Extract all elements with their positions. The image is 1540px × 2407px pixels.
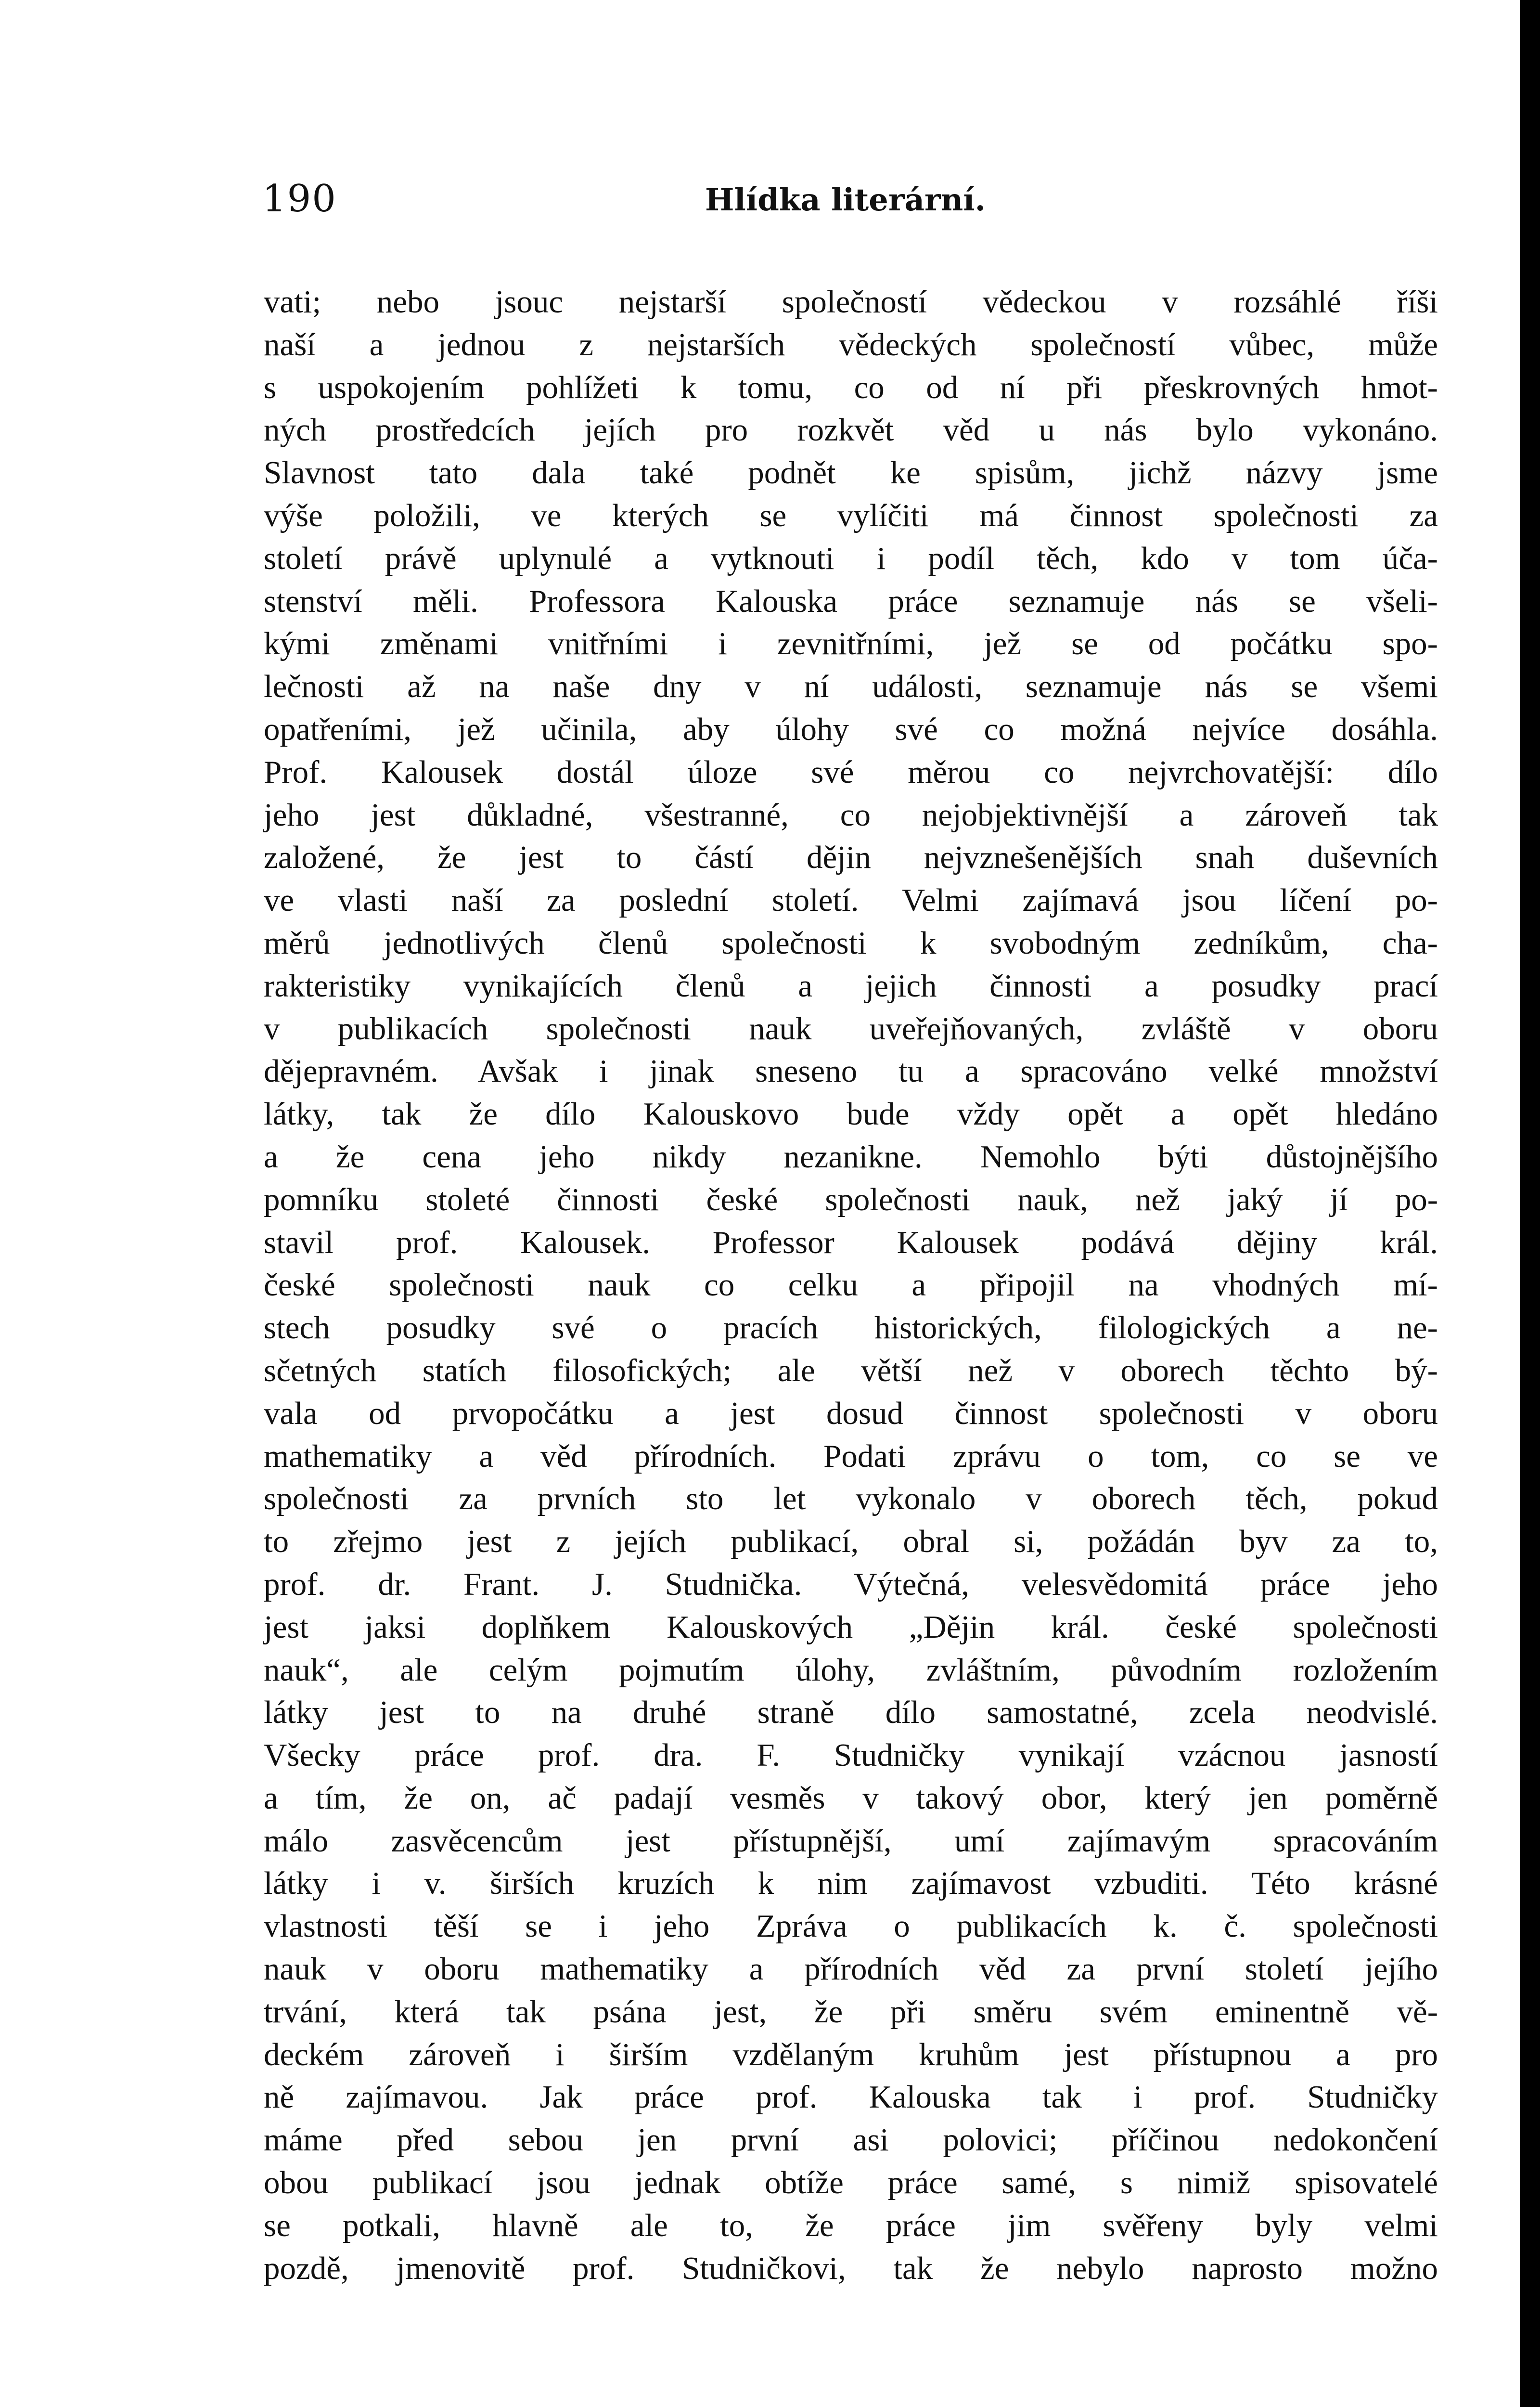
text-line: sčetných statích filosofických; ale větší než v oborech těchto bý-: [264, 1352, 1438, 1388]
page-number: 190: [262, 177, 337, 220]
text-line: naší a jednou z nejstarších vědeckých společností vůbec, může: [264, 326, 1438, 362]
text-line: látky, tak že dílo Kalouskovo bude vždy opět a opět hledáno: [264, 1096, 1438, 1132]
text-line: ve vlasti naší za poslední století. Velmi zajímavá jsou líčení po-: [264, 882, 1438, 919]
text-line: ně zajímavou. Jak práce prof. Kalouska tak i prof. Studničky: [264, 2079, 1438, 2115]
text-line: to zřejmo jest z jejích publikací, obral si, požádán byv za to,: [264, 1524, 1438, 1560]
text-line: ných prostředcích jejích pro rozkvět věd u nás bylo vykonáno.: [264, 412, 1438, 448]
text-line: stech posudky své o pracích historických, filologických a ne-: [264, 1310, 1438, 1346]
text-line: trvání, která tak psána jest, že při směru svém eminentně vě-: [264, 1993, 1438, 2030]
running-title: Hlídka literární.: [705, 182, 986, 218]
text-line: a že cena jeho nikdy nezanikne. Nemohlo býti důstojnějšího: [264, 1139, 1438, 1175]
text-line: jeho jest důkladné, všestranné, co nejobjektivnější a zároveň tak: [264, 797, 1438, 833]
text-line: české společnosti nauk co celku a připojil na vhodných mí-: [264, 1267, 1438, 1303]
text-line: dějepravném. Avšak i jinak sneseno tu a spracováno velké množství: [264, 1053, 1438, 1089]
text-line: pomníku stoleté činnosti české společnosti nauk, než jaký jí po-: [264, 1181, 1438, 1217]
text-line: společnosti za prvních sto let vykonalo v oborech těch, pokud: [264, 1481, 1438, 1517]
text-line: založené, že jest to částí dějin nejvznešenějších snah duševních: [264, 840, 1438, 876]
text-line: vala od prvopočátku a jest dosud činnost společnosti v oboru: [264, 1395, 1438, 1431]
text-line: máme před sebou jen první asi polovici; příčinou nedokončení: [264, 2122, 1438, 2158]
text-line: obou publikací jsou jednak obtíže práce samé, s nimiž spisovatelé: [264, 2165, 1438, 2201]
text-line: prof. dr. Frant. J. Studnička. Výtečná, velesvědomitá práce jeho: [264, 1566, 1438, 1602]
text-line: Prof. Kalousek dostál úloze své měrou co nejvrchovatější: dílo: [264, 754, 1438, 790]
text-line: v publikacích společnosti nauk uveřejňovaných, zvláště v oboru: [264, 1010, 1438, 1047]
text-line: nauk“, ale celým pojmutím úlohy, zvláštním, původním rozložením: [264, 1652, 1438, 1688]
text-line: opatřeními, jež učinila, aby úlohy své co možná nejvíce dosáhla.: [264, 711, 1438, 747]
text-line: pozdě, jmenovitě prof. Studničkovi, tak že nebylo naprosto možno: [264, 2250, 1438, 2286]
text-line: jest jaksi doplňkem Kalouskových „Dějin král. české společnosti: [264, 1609, 1438, 1645]
text-line: látky jest to na druhé straně dílo samostatné, zcela neodvislé.: [264, 1695, 1438, 1731]
running-head: [262, 177, 1451, 230]
text-line: kými změnami vnitřními i zevnitřními, jež se od počátku spo-: [264, 626, 1438, 662]
text-line: Všecky práce prof. dra. F. Studničky vynikají vzácnou jasností: [264, 1737, 1438, 1773]
text-line: Slavnost tato dala také podnět ke spisům, jichž názvy jsme: [264, 455, 1438, 491]
text-line: nauk v oboru mathematiky a přírodních věd za první století jejího: [264, 1951, 1438, 1987]
text-line: výše položili, ve kterých se vylíčiti má činnost společnosti za: [264, 497, 1438, 533]
text-line: málo zasvěcencům jest přístupnější, umí zajímavým spracováním: [264, 1823, 1438, 1859]
text-line: stenství měli. Professora Kalouska práce seznamuje nás se všeli-: [264, 583, 1438, 619]
text-line: se potkali, hlavně ale to, že práce jim svěřeny byly velmi: [264, 2207, 1438, 2243]
text-line: vati; nebo jsouc nejstarší společností vědeckou v rozsáhlé říši: [264, 284, 1438, 320]
text-line: lečnosti až na naše dny v ní události, seznamuje nás se všemi: [264, 669, 1438, 705]
text-line: a tím, že on, ač padají vesměs v takový obor, který jen poměrně: [264, 1780, 1438, 1816]
text-line: mathematiky a věd přírodních. Podati zprávu o tom, co se ve: [264, 1438, 1438, 1474]
text-line: století právě uplynulé a vytknouti i podíl těch, kdo v tom úča-: [264, 540, 1438, 576]
scan-edge-border: [1520, 0, 1540, 2407]
text-line: deckém zároveň i širším vzdělaným kruhům jest přístupnou a pro: [264, 2036, 1438, 2072]
text-line: vlastnosti těší se i jeho Zpráva o publikacích k. č. společnosti: [264, 1908, 1438, 1944]
text-line: stavil prof. Kalousek. Professor Kalousek podává dějiny král.: [264, 1224, 1438, 1260]
text-line: látky i v. širších kruzích k nim zajímavost vzbuditi. Této krásné: [264, 1865, 1438, 1902]
text-line: s uspokojením pohlížeti k tomu, co od ní při přeskrovných hmot-: [264, 369, 1438, 405]
body-text: [264, 281, 1438, 2290]
text-line: měrů jednotlivých členů společnosti k svobodným zedníkům, cha-: [264, 925, 1438, 961]
text-line: rakteristiky vynikajících členů a jejich činnosti a posudky prací: [264, 968, 1438, 1004]
